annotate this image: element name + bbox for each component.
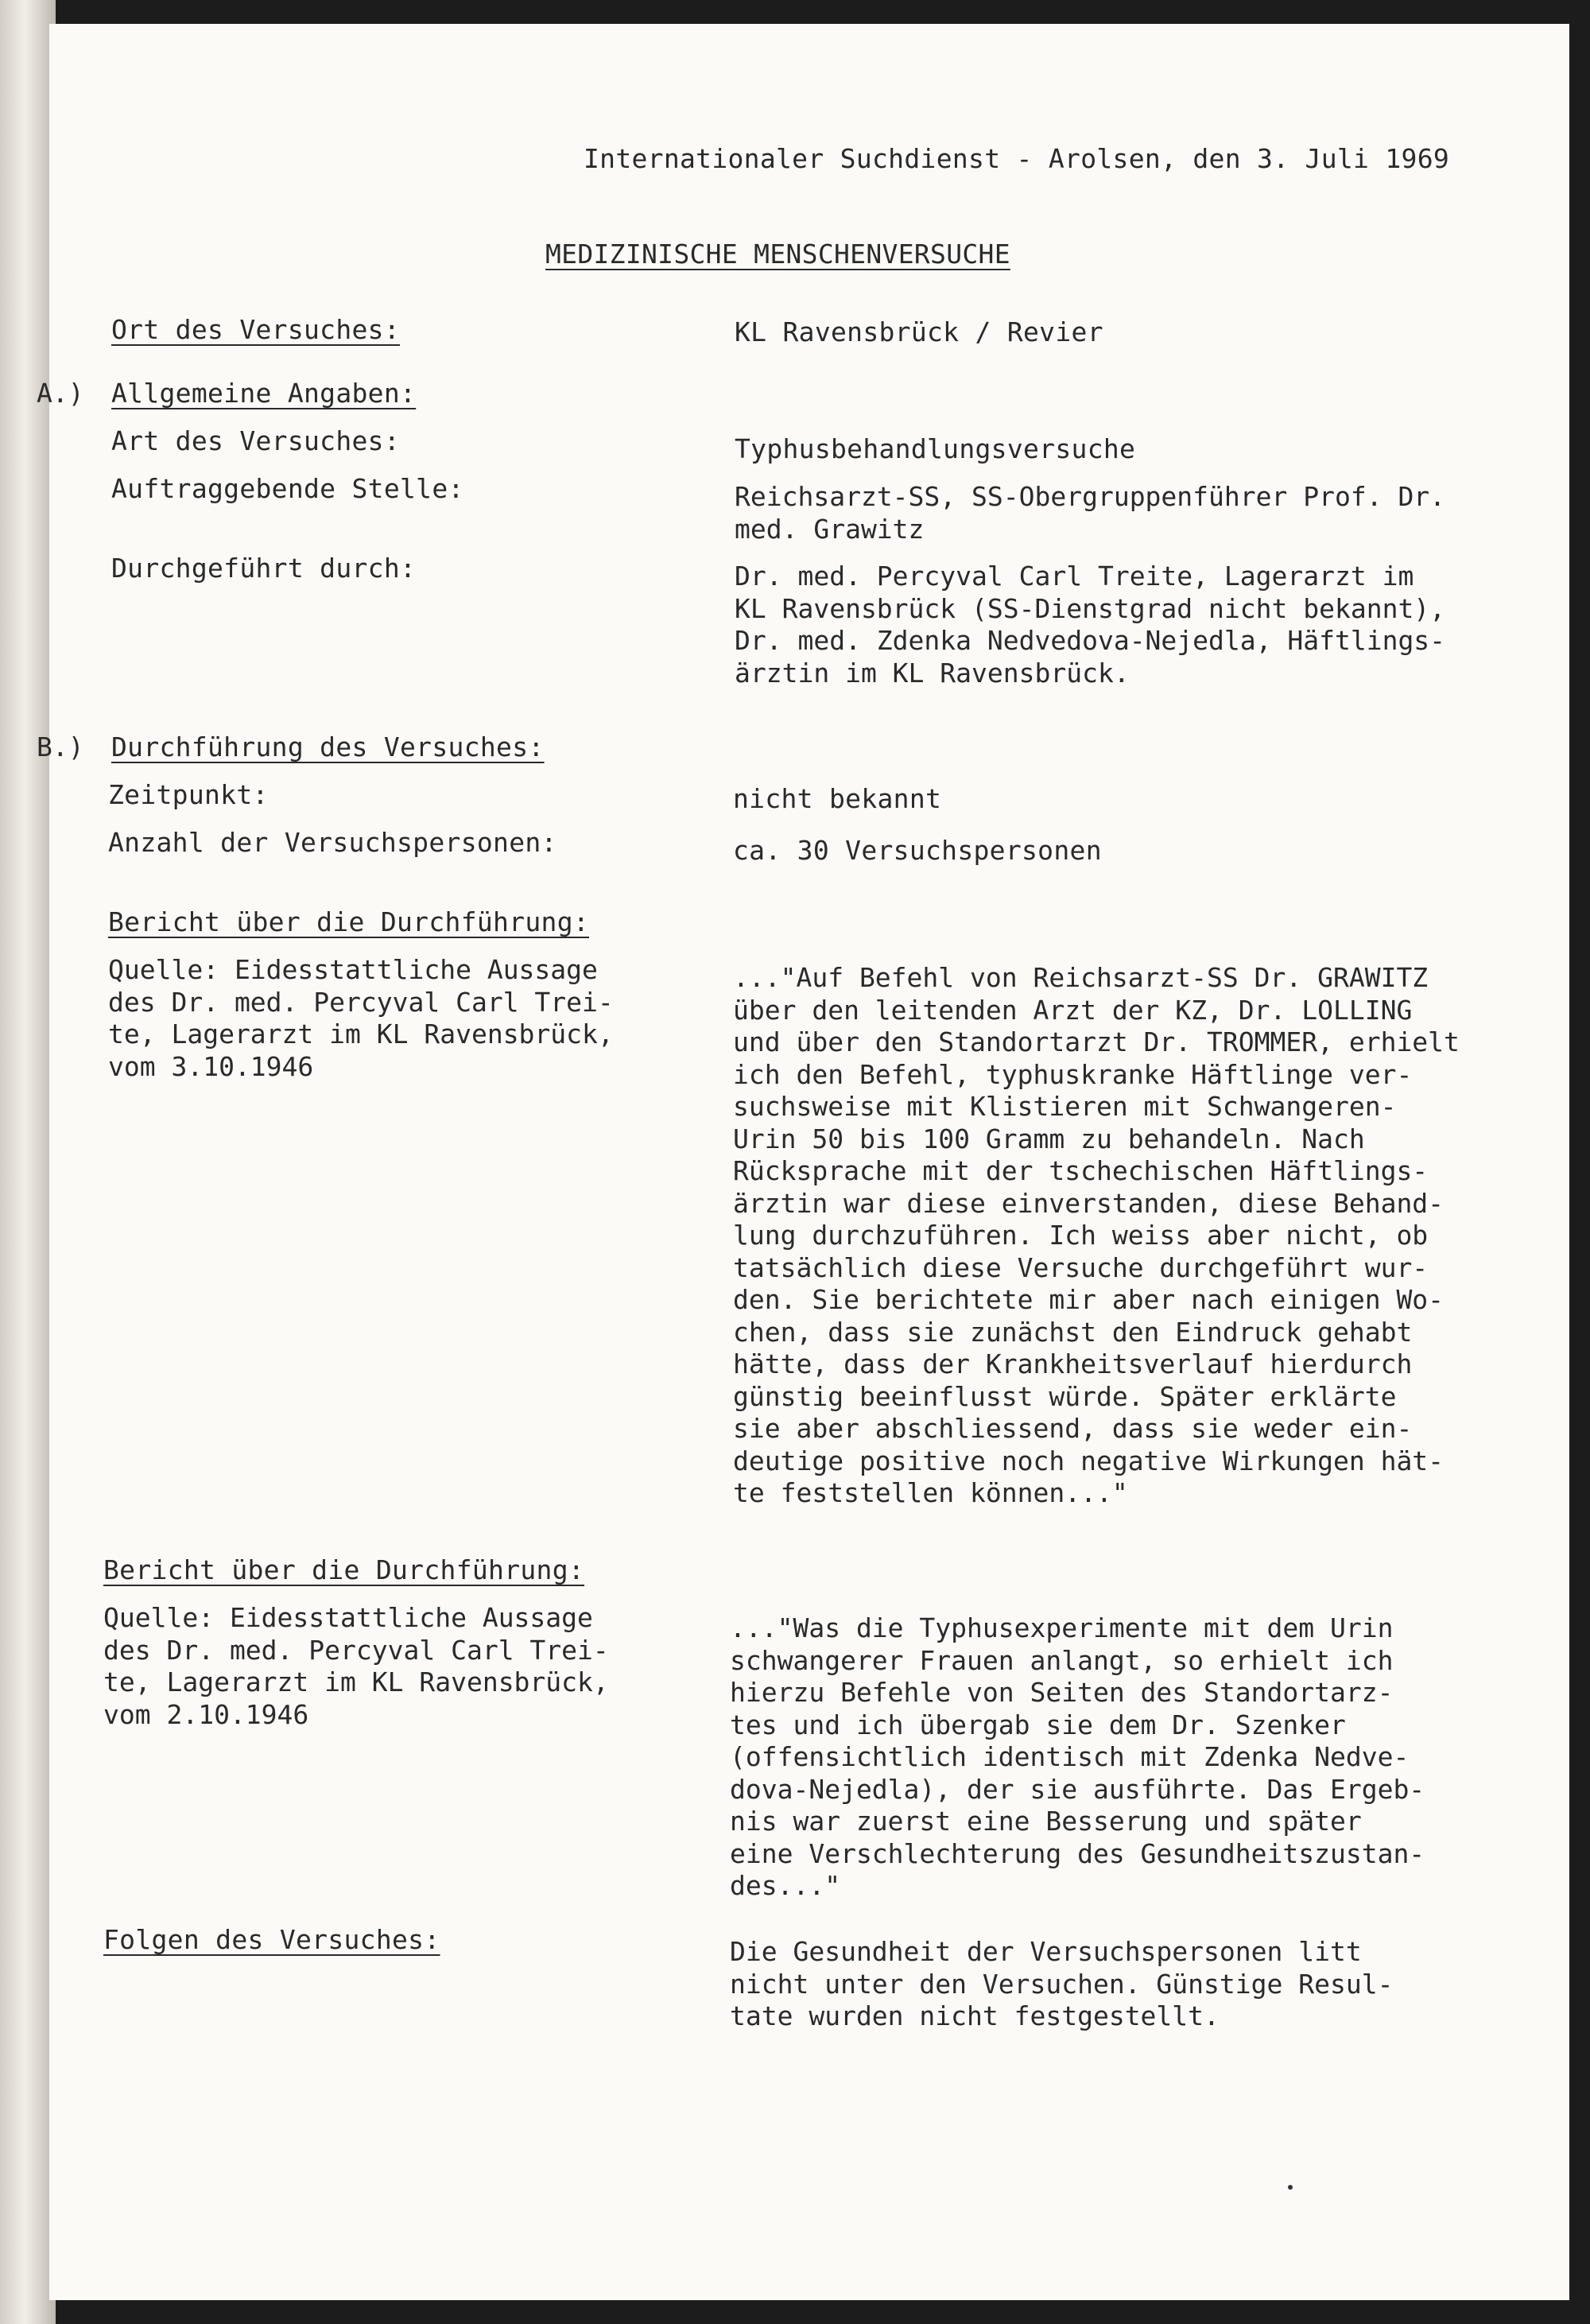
quote-line: nis war zuerst eine Besserung und später [730, 1806, 1362, 1837]
quote-line: sie aber abschliessend, dass sie weder ein- [733, 1413, 1413, 1444]
document-title: MEDIZINISCHE MENSCHENVERSUCHE [545, 239, 1010, 270]
document-page [37, 24, 1569, 2300]
section-b-heading: Durchführung des Versuches: [111, 731, 545, 762]
quote-line: chen, dass sie zunächst den Eindruck gehabt [733, 1316, 1413, 1348]
quote-line: tatsächlich diese Versuche durchgeführt wur- [733, 1251, 1429, 1283]
quote-line: ..."Auf Befehl von Reichsarzt-SS Dr. GRAWITZ [733, 962, 1429, 993]
durch-line: ärztin im KL Ravensbrück. [735, 657, 1130, 689]
bericht-2-heading: Bericht über die Durchführung: [103, 1554, 585, 1585]
art-value: Typhusbehandlungsversuche [735, 433, 1136, 464]
quote-line: schwangerer Frauen anlangt, so erhielt ich [730, 1644, 1394, 1676]
quote-line: günstig beeinflusst würde. Später erklärte [733, 1380, 1397, 1412]
source-line: vom 3.10.1946 [108, 1050, 314, 1082]
durch-value [735, 561, 1445, 689]
quote-line: eine Verschlechterung des Gesundheitszustan- [730, 1837, 1425, 1869]
section-a-marker: A.) [37, 378, 84, 409]
bericht-2-source [103, 1602, 609, 1731]
bericht-1-quote [733, 962, 1460, 1510]
ink-speck [1288, 2185, 1293, 2190]
source-line: des Dr. med. Percyval Carl Trei- [103, 1634, 609, 1666]
bericht-1-heading: Bericht über die Durchführung: [108, 906, 590, 937]
durch-line: Dr. med. Percyval Carl Treite, Lagerarzt im [735, 561, 1414, 592]
folgen-line: Die Gesundheit der Versuchspersonen litt [730, 1936, 1362, 1967]
page-binding-edge [0, 0, 56, 2324]
quote-line: Urin 50 bis 100 Gramm zu behandeln. Nach [733, 1123, 1365, 1154]
quote-line: Rücksprache mit der tschechischen Häftlings- [733, 1155, 1429, 1186]
quote-line: (offensichtlich identisch mit Zdenka Nedve- [730, 1741, 1410, 1772]
source-line: vom 2.10.1946 [103, 1698, 309, 1730]
section-a-heading: Allgemeine Angaben: [111, 378, 417, 409]
ort-label: Ort des Versuches: [111, 314, 401, 345]
quote-line: te feststellen können..." [733, 1477, 1128, 1508]
anzahl-label: Anzahl der Versuchspersonen: [108, 827, 557, 858]
quote-line: lung durchzuführen. Ich weiss aber nicht, ob [733, 1220, 1429, 1251]
bericht-2-quote [730, 1612, 1425, 1903]
quote-line: und über den Standortarzt Dr. TROMMER, erhielt [733, 1026, 1460, 1057]
quote-line: hätte, dass der Krankheitsverlauf hierdurch [733, 1348, 1413, 1379]
quote-line: über den leitenden Arzt der KZ, Dr. LOLLING [733, 994, 1413, 1026]
ort-value: KL Ravensbrück / Revier [735, 316, 1103, 347]
quote-line: hierzu Befehle von Seiten des Standortarz- [730, 1677, 1394, 1708]
source-line: Quelle: Eidesstattliche Aussage [108, 954, 598, 985]
anzahl-value: ca. 30 Versuchspersonen [733, 835, 1102, 866]
folgen-line: nicht unter den Versuchen. Günstige Resul- [730, 1968, 1394, 2000]
bericht-1-source [108, 954, 614, 1083]
auftrag-value [735, 481, 1445, 545]
zeitpunkt-value: nicht bekannt [733, 783, 942, 814]
source-line: te, Lagerarzt im KL Ravensbrück, [103, 1666, 609, 1697]
auftrag-line: Reichsarzt-SS, SS-Obergruppenführer Prof. Dr. [735, 481, 1446, 512]
folgen-label: Folgen des Versuches: [103, 1924, 440, 1955]
source-line: des Dr. med. Percyval Carl Trei- [108, 986, 614, 1018]
quote-line: ich den Befehl, typhuskranke Häftlinge ver- [733, 1058, 1413, 1090]
section-b-marker: B.) [37, 731, 84, 762]
folgen-value [730, 1936, 1393, 2033]
header-line: Internationaler Suchdienst - Arolsen, den 3. Juli 1969 [584, 143, 1450, 174]
quote-line: ärztin war diese einverstanden, diese Behand- [733, 1187, 1445, 1219]
durch-line: KL Ravensbrück (SS-Dienstgrad nicht bekannt), [735, 592, 1446, 624]
quote-line: suchsweise mit Klistieren mit Schwangeren- [733, 1091, 1397, 1122]
art-label: Art des Versuches: [111, 425, 401, 456]
auftrag-line: med. Grawitz [735, 513, 925, 545]
auftrag-label: Auftraggebende Stelle: [111, 473, 464, 504]
quote-line: den. Sie berichtete mir aber nach einigen Wo- [733, 1284, 1445, 1315]
folgen-line: tate wurden nicht festgestellt. [730, 2000, 1220, 2031]
quote-line: des..." [730, 1870, 841, 1901]
quote-line: dova-Nejedla), der sie ausführte. Das Ergeb- [730, 1773, 1425, 1805]
zeitpunkt-label: Zeitpunkt: [108, 779, 269, 810]
durch-label: Durchgeführt durch: [111, 553, 417, 584]
source-line: te, Lagerarzt im KL Ravensbrück, [108, 1018, 614, 1049]
source-line: Quelle: Eidesstattliche Aussage [103, 1602, 593, 1633]
durch-line: Dr. med. Zdenka Nedvedova-Nejedla, Häftlings- [735, 625, 1446, 656]
quote-line: tes und ich übergab sie dem Dr. Szenker [730, 1709, 1346, 1740]
quote-line: ..."Was die Typhusexperimente mit dem Urin [730, 1612, 1394, 1643]
quote-line: deutige positive noch negative Wirkungen hät- [733, 1445, 1445, 1476]
